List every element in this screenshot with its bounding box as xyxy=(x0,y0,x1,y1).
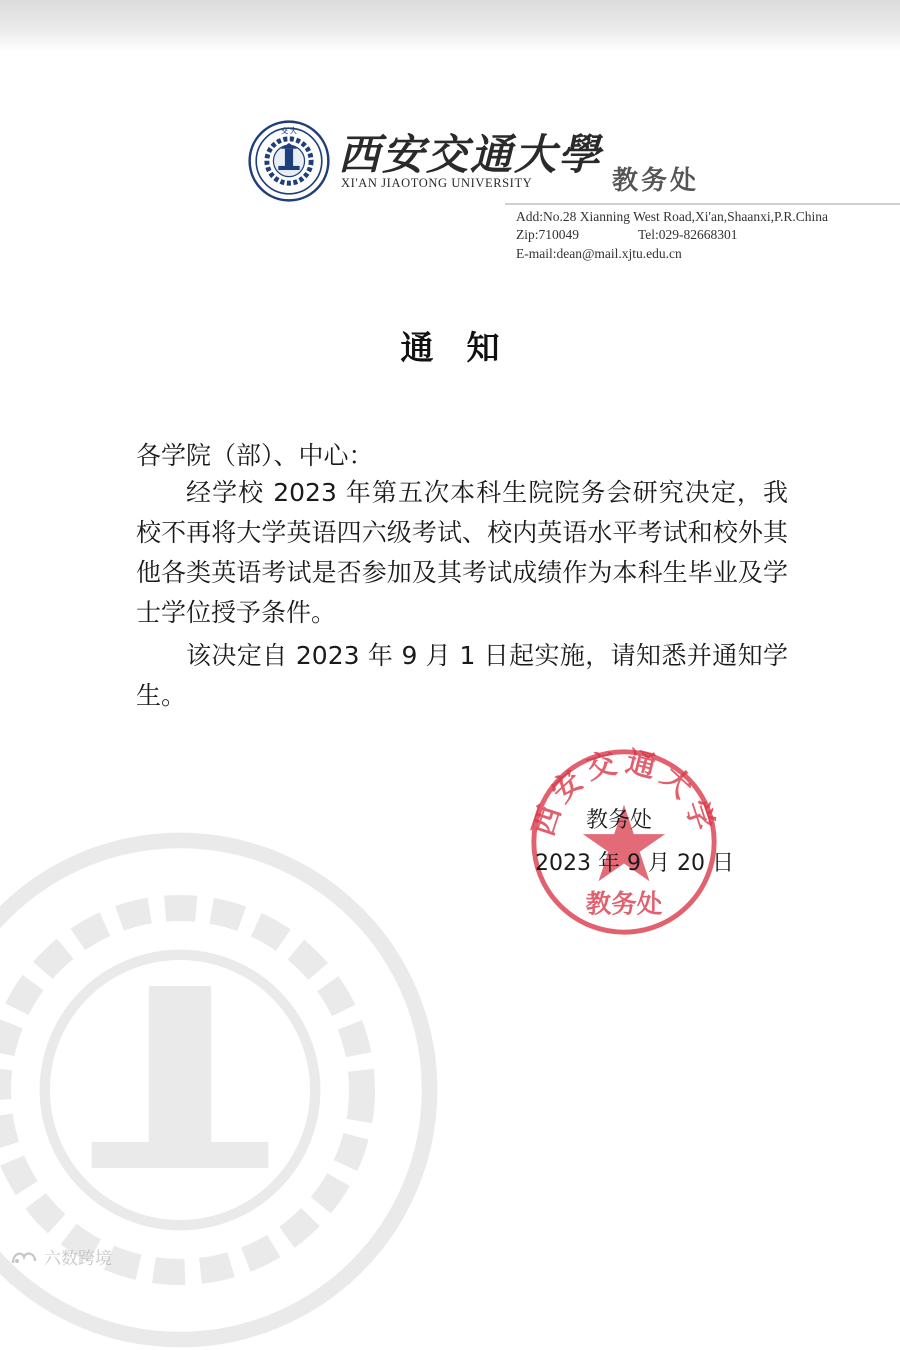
contact-address: Add:No.28 Xianning West Road,Xi'an,Shaanxi,P.R.China xyxy=(516,209,828,224)
background-emblem-watermark xyxy=(0,830,440,1350)
stamp-ring-text: 西安交通大学 xyxy=(526,744,722,841)
university-name-en: XI'AN JIAOTONG UNIVERSITY xyxy=(341,176,533,190)
contact-divider xyxy=(505,203,900,205)
body-paragraph-1: 经学校 2023 年第五次本科生院院务会研究决定，我校不再将大学英语四六级考试、校内英语水平考试和校外其他各类英语考试是否参加及其考试成绩作为本科生毕业及学士学位授予条件。 xyxy=(136,478,788,627)
university-seal-icon xyxy=(248,120,330,202)
body-paragraph-2: 该决定自 2023 年 9 月 1 日起实施，请知悉并通知学生。 xyxy=(136,641,788,710)
office-label: 教务处 xyxy=(612,166,700,196)
watermark-logo-icon xyxy=(10,1247,40,1267)
watermark-text: 六数跨境 xyxy=(44,1249,112,1269)
document-title: 通 知 xyxy=(400,328,500,367)
signature-date: 2023 年 9 月 20 日 xyxy=(535,851,734,876)
university-name-cn: 西安交通大學 xyxy=(338,130,603,179)
watermark xyxy=(10,1244,112,1269)
contact-email: E-mail:dean@mail.xjtu.edu.cn xyxy=(516,246,682,261)
contact-zip: Zip:710049 xyxy=(516,227,579,242)
top-shadow xyxy=(0,0,900,52)
signature-office: 教务处 xyxy=(586,808,653,833)
salutation: 各学院（部）、中心： xyxy=(136,441,374,470)
stamp-center-text: 教务处 xyxy=(585,889,663,920)
svg-text:交 大: 交 大 xyxy=(281,127,297,136)
official-stamp xyxy=(526,744,722,940)
contact-tel: Tel:029-82668301 xyxy=(638,227,738,242)
